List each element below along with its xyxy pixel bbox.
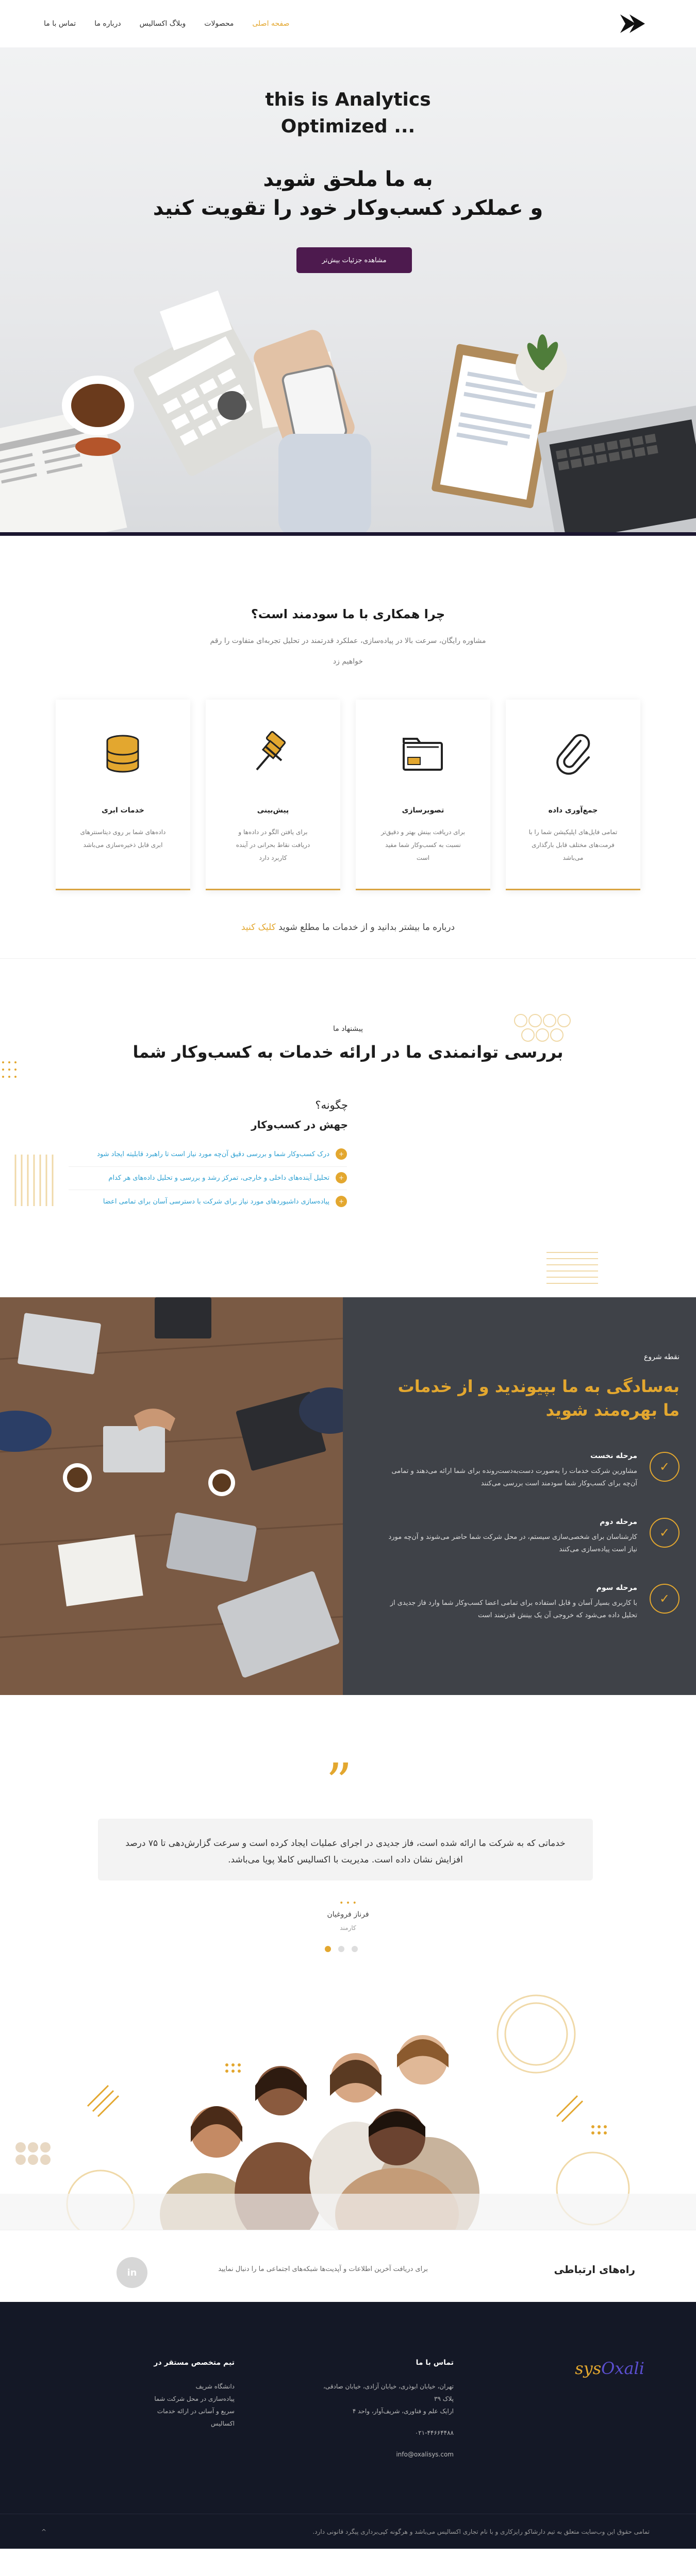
feature-card-text: برای دریافت بینش بهتر و دقیق‌تر نسبت به کسب‌وکار شما مفید است [381, 828, 465, 861]
step-text: با کاربری بسیار آسان و قابل استفاده برای تمامی اعضا کسب‌وکار شما وارد فاز جدیدی از تحلیل داده می‌شود که خروجی آن یک بینش قدرتمند است [390, 1599, 637, 1619]
plus-icon: + [336, 1196, 347, 1207]
feature-card [356, 700, 490, 890]
pushpin-icon [250, 731, 296, 777]
contact-band [0, 2230, 696, 2302]
accordion-item[interactable] [69, 1172, 347, 1183]
dot-grid-decoration [0, 1059, 21, 1085]
step-item [370, 1518, 680, 1556]
feature-card-text: داده‌های شما بر روی دیتاسنترهای ابری قابل ذخیره‌سازی می‌باشد [80, 828, 166, 849]
step-title: مرحله نخست [590, 1452, 637, 1460]
footer-contact-col [320, 2357, 454, 2461]
nav-item-contact[interactable]: تماس با ما [44, 20, 76, 28]
footer-brand-b: sys [575, 2359, 602, 2378]
footer-bottom-bar [0, 2514, 696, 2549]
footer-email[interactable]: info@oxalisys.com [396, 2451, 454, 2458]
accordion-item[interactable] [69, 1196, 347, 1207]
footer-team-line: دانشگاه شریف [195, 2383, 235, 2390]
check-icon: ✓ [650, 1584, 680, 1614]
copyright-text: تمامی حقوق این وب‌سایت متعلق به تیم دارشاکو رایزکاری و با نام تجاری اکسالیس می‌باشد و هرگونه کپی‌برداری پیگرد قانونی دارد. [312, 2528, 650, 2535]
paperclip-icon [550, 731, 596, 777]
pager-dot[interactable] [338, 1946, 344, 1952]
offers-how: چگونه؟ [315, 1099, 348, 1111]
testimonial-section [0, 1695, 696, 1972]
more-info-text: درباره ما بیشتر بدانید و از خدمات ما مطلع شوید [278, 922, 455, 933]
hero-subtitle [0, 165, 696, 223]
why-section [0, 536, 696, 958]
steps-title: به‌سادگی به ما بپیوندید و از خدمات ما بهره‌مند شوید [397, 1377, 680, 1420]
brand-logo-icon[interactable] [616, 8, 647, 39]
hero-subtitle-line2: و عملکرد کسب‌وکار خود را تقویت کنید [153, 196, 543, 220]
testimonial-role: کارمند [340, 1924, 356, 1931]
lines-decoration [546, 1247, 598, 1294]
meeting-table-illustration [0, 1297, 343, 1695]
accordion-item-label: تحلیل آینده‌های داخلی و خارجی، تمرکز رشد و بررسی و تحلیل داده‌های هر کدام [108, 1174, 329, 1182]
feature-card-text: برای یافتن الگو در داده‌ها و دریافت نقاط بحرانی در آینده کاربرد دارد [236, 828, 310, 861]
stripe-decoration [10, 1152, 62, 1209]
footer-address-1: تهران، خیابان ابوذری، خیابان آزادی، خیابان صادقی، پلاک ۳۹ [323, 2383, 454, 2402]
site-footer [0, 2302, 696, 2549]
footer-team-line: سریع و آسانی در ارائه خدمات [157, 2408, 235, 2415]
accordion-item-label: درک کسب‌وکار شما و بررسی دقیق آن‌چه مورد نیاز است تا راهبرد قابلیته ایجاد شود [97, 1150, 329, 1158]
ellipsis-icon: • • • [339, 1899, 357, 1907]
quote-icon: ” [326, 1752, 353, 1812]
step-item [370, 1452, 680, 1490]
nav-item-about[interactable]: درباره ما [94, 20, 121, 28]
hero-title-line1: this is Analytics [265, 89, 431, 110]
main-nav [44, 20, 289, 28]
feature-card [56, 700, 190, 890]
offers-how-subtitle: جهش در کسب‌وکار [251, 1118, 348, 1131]
hero-cta-button[interactable]: مشاهده جزئیات بیش‌تر [296, 247, 412, 273]
pager-dot[interactable] [352, 1946, 358, 1952]
feature-card-title: تصویرسازی [402, 806, 444, 815]
feature-card [506, 700, 640, 890]
feature-card-title: جمع‌آوری داده [548, 806, 598, 815]
nav-item-products[interactable]: محصولات [204, 20, 234, 28]
footer-phone[interactable]: ۰۲۱-۴۴۶۶۴۴۸۸ [415, 2429, 454, 2436]
back-to-top-icon[interactable]: ^ [41, 2528, 47, 2535]
feature-cards [56, 700, 640, 890]
footer-brand [575, 2359, 644, 2378]
more-info-link[interactable]: کلیک کنید [241, 922, 276, 933]
footer-team-col [131, 2357, 235, 2430]
folder-icon [400, 731, 446, 777]
pager-dot-active[interactable] [325, 1946, 331, 1952]
hero-title-en [0, 87, 696, 140]
divider [69, 1166, 347, 1167]
nav-item-blog[interactable]: وبلاگ اکسالیس [139, 20, 186, 28]
feature-card-title: پیش‌بینی [257, 806, 289, 815]
why-lead: مشاوره رایگان، سرعت بالا در پیاده‌سازی، عملکرد قدرتمند در تحلیل تجربه‌ای متفاوت را رقم خواهیم زد [210, 637, 486, 666]
footer-brand-a: Oxali [601, 2359, 644, 2378]
meeting-photo [0, 1297, 343, 1695]
nav-item-home[interactable]: صفحه اصلی [252, 20, 290, 28]
more-info [0, 922, 696, 933]
hero-section [0, 47, 696, 536]
accordion-item-label: پیاده‌سازی داشبوردهای مورد نیاز برای شرکت با دسترسی آسان برای تمامی اعضا [103, 1197, 329, 1206]
footer-contact-title: تماس با ما [416, 2359, 454, 2367]
hero-title-line2: Optimized ... [280, 116, 416, 137]
footer-address-2: ارایک علم و فناوری، شریف‌آوار، واحد ۴ [352, 2408, 454, 2415]
hero-subtitle-line1: به ما ملحق شوید [263, 167, 433, 191]
step-text: مشاورین شرکت خدمات را به‌صورت دست‌به‌دست‌رونده برای شما ارائه می‌دهند و تمامی آن‌چه برای کسب‌وکار شما سودمند است بررسی می‌کنند [391, 1467, 637, 1487]
footer-team-line: اکسالیس [211, 2420, 235, 2427]
offers-section [0, 958, 696, 1297]
check-icon: ✓ [650, 1518, 680, 1548]
check-icon: ✓ [650, 1452, 680, 1482]
step-title: مرحله دوم [600, 1518, 637, 1526]
steps-kicker: نقطه شروع [644, 1353, 680, 1361]
testimonial-pager [325, 1946, 358, 1952]
testimonial-quote: خدماتی که به شرکت ما ارائه شده است، فاز جدیدی در اجرای عملیات ایجاد کرده است و سرعت گزارش‌دهی تا ۷۵ درصد افزایش نشان داده است. مدیریت با اکسالیس کاملا پویا می‌باشد. [98, 1819, 593, 1880]
team-photo-illustration [0, 1972, 696, 2230]
why-title: چرا همکاری با ما سودمند است؟ [251, 607, 445, 621]
steps-panel [343, 1297, 696, 1695]
testimonial-author: فرناز فروغیان [327, 1910, 369, 1919]
database-icon [100, 731, 146, 777]
offers-kicker: پیشنهاد ما [333, 1025, 363, 1033]
plus-icon: + [336, 1148, 347, 1160]
accordion-item[interactable] [69, 1148, 347, 1160]
step-title: مرحله سوم [596, 1584, 637, 1592]
plus-icon: + [336, 1172, 347, 1183]
offers-title: بررسی توانمندی ما در ارائه خدمات به کسب‌وکار شما [132, 1042, 564, 1062]
team-section [0, 1972, 696, 2230]
contact-band-text: برای دریافت آخرین اطلاعات و آپدیت‌ها شبکه‌های اجتماعی ما را دنبال نمایید [218, 2265, 428, 2273]
footer-team-line: پیاده‌سازی در محل شرکت شما [154, 2395, 235, 2402]
feature-card [206, 700, 340, 890]
step-item [370, 1584, 680, 1622]
linkedin-icon[interactable]: in [117, 2257, 147, 2288]
contact-band-title: راه‌های ارتباطی [554, 2263, 635, 2276]
step-text: کارشناسان برای شخصی‌سازی سیستم، در محل شرکت شما حاضر می‌شوند و آن‌چه مورد نیاز است پیاده‌سازی می‌کنند [388, 1533, 637, 1553]
steps-section [0, 1297, 696, 1695]
site-header [0, 0, 696, 47]
footer-team-title: تیم متخصص مستقر در [154, 2359, 235, 2367]
feature-card-text: تمامی فایل‌های اپلیکیشن شما را با فرمت‌های مختلف قابل بارگذاری می‌باشد [528, 828, 618, 861]
feature-card-title: خدمات ابری [102, 806, 144, 815]
